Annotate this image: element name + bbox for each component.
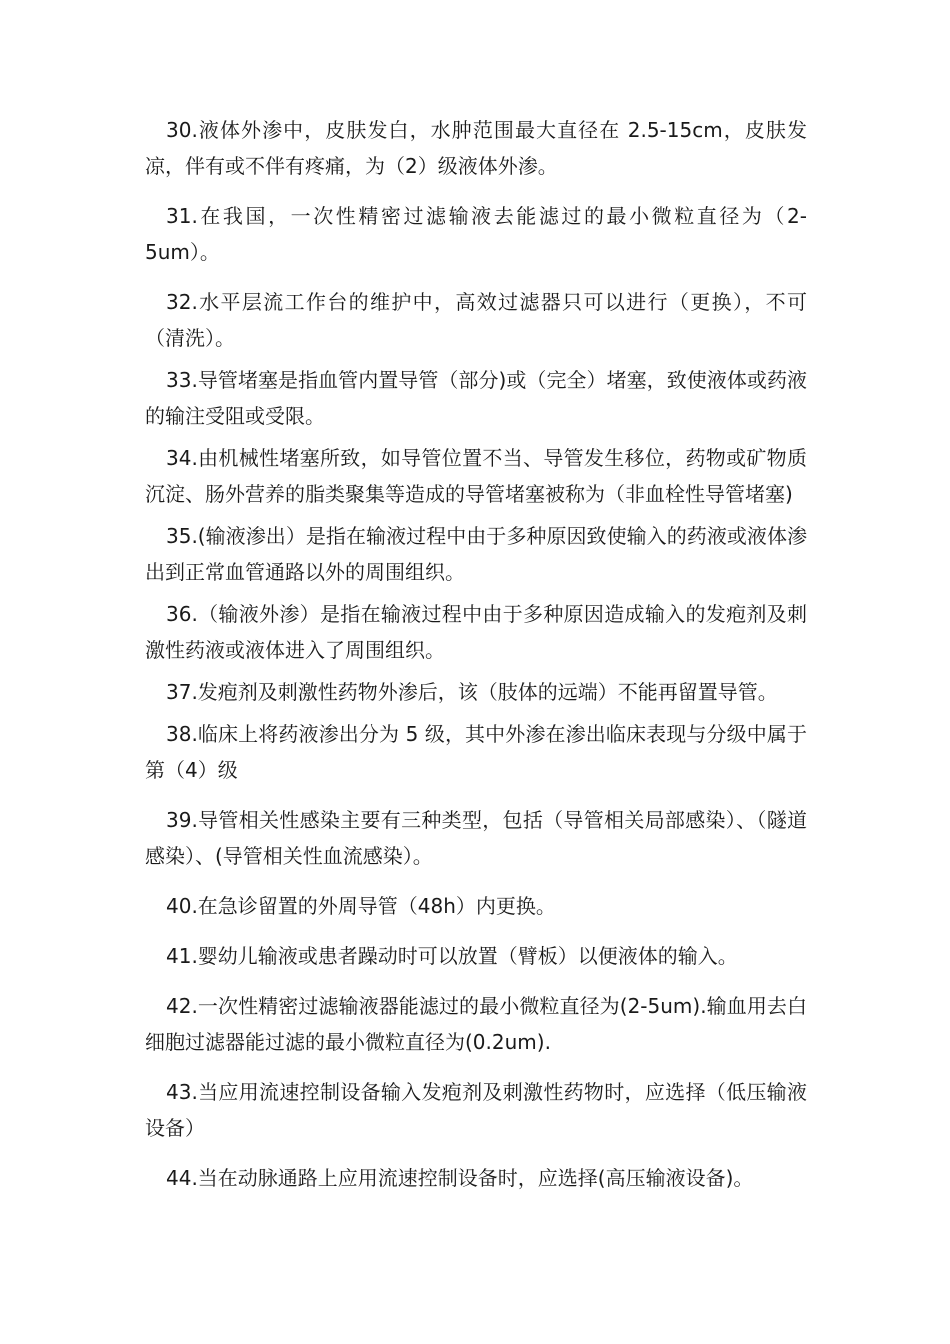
question-42: 42.一次性精密过滤输液器能滤过的最小微粒直径为(2-5um).输血用去白细胞过滤器能过滤的最小微粒直径为(0.2um).: [145, 994, 807, 1054]
question-37: 37.发疱剂及刺激性药物外渗后，该（肢体的远端）不能再留置导管。: [166, 680, 778, 704]
document-page: [145, 112, 807, 1202]
question-44: 44.当在动脉通路上应用流速控制设备时，应选择(高压输液设备)。: [166, 1166, 754, 1190]
question-34: 34.由机械性堵塞所致，如导管位置不当、导管发生移位，药物或矿物质沉淀、肠外营养的脂类聚集等造成的导管堵塞被称为（非血栓性导管堵塞): [145, 446, 807, 506]
question-35: 35.(输液渗出）是指在输液过程中由于多种原因致使输入的药液或液体渗出到正常血管通路以外的周围组织。: [145, 524, 807, 584]
question-31: 31.在我国，一次性精密过滤输液去能滤过的最小微粒直径为（2-5um）。: [145, 204, 807, 264]
question-30: 30.液体外渗中，皮肤发白，水肿范围最大直径在 2.5-15cm，皮肤发凉，伴有或不伴有疼痛，为（2）级液体外渗。: [145, 118, 807, 178]
question-41: 41.婴幼儿输液或患者躁动时可以放置（臂板）以便液体的输入。: [166, 944, 738, 968]
question-32: 32.水平层流工作台的维护中，高效过滤器只可以进行（更换），不可（清洗）。: [145, 290, 807, 350]
question-40: 40.在急诊留置的外周导管（48h）内更换。: [166, 894, 556, 918]
question-38: 38.临床上将药液渗出分为 5 级，其中外渗在渗出临床表现与分级中属于第（4）级: [145, 722, 807, 782]
question-36: 36.（输液外渗）是指在输液过程中由于多种原因造成输入的发疱剂及刺激性药液或液体进入了周围组织。: [145, 602, 807, 662]
question-33: 33.导管堵塞是指血管内置导管（部分)或（完全）堵塞，致使液体或药液的输注受阻或受限。: [145, 368, 807, 428]
question-43: 43.当应用流速控制设备输入发疱剂及刺激性药物时，应选择（低压输液设备）: [145, 1080, 807, 1140]
question-39: 39.导管相关性感染主要有三种类型，包括（导管相关局部感染）、（隧道感染）、(导管相关性血流感染）。: [145, 808, 807, 868]
